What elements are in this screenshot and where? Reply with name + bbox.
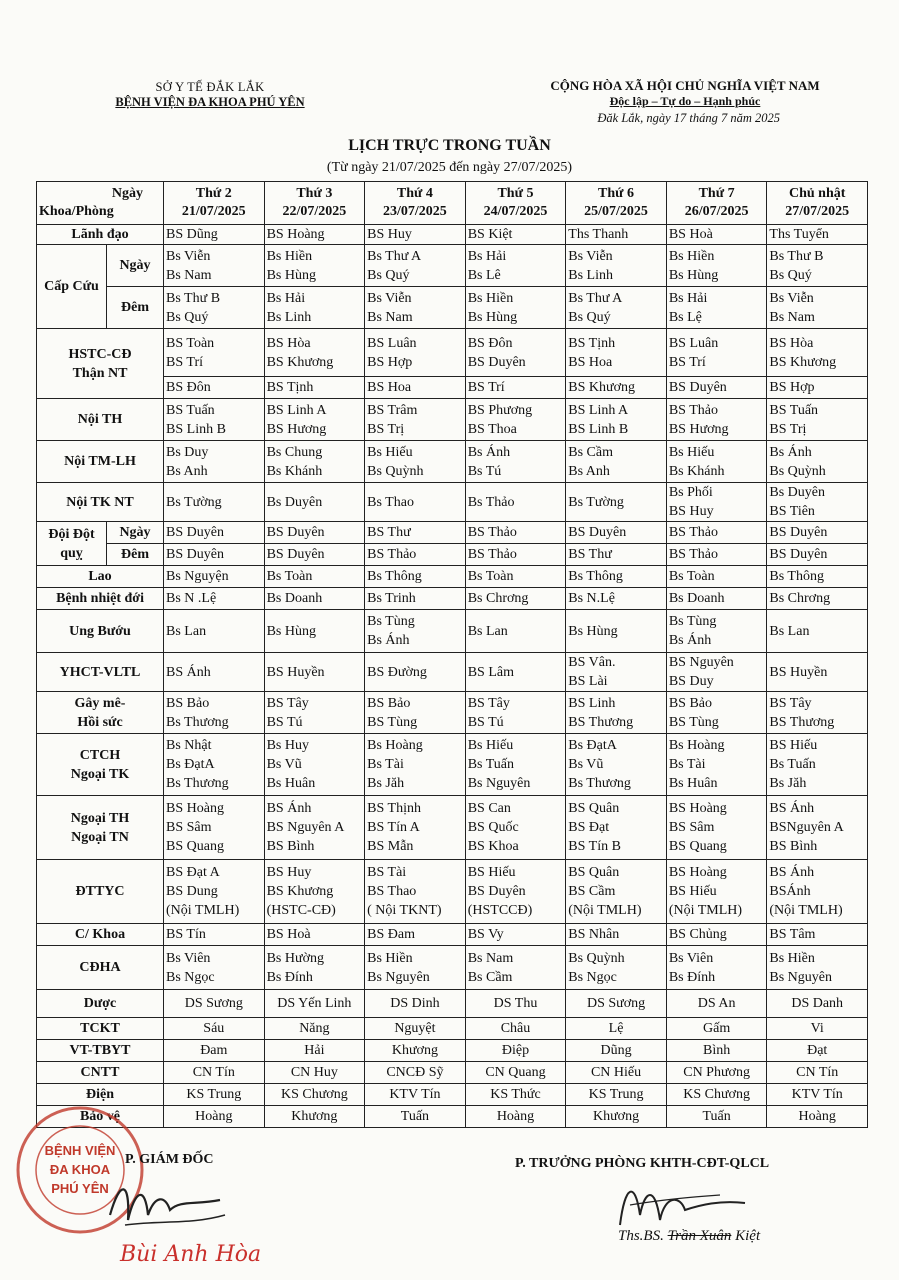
- duty-cell: BS Hoàng BS Sâm BS Quang: [666, 796, 767, 860]
- duty-cell: Bs Hiền Bs Hùng: [666, 245, 767, 287]
- schedule-row-c-khoa: [37, 924, 868, 946]
- day-header: Chủ nhật 27/07/2025: [767, 182, 868, 225]
- header-row: [37, 182, 868, 225]
- day-header: Thứ 2 21/07/2025: [164, 182, 265, 225]
- duty-cell: BS Thảo: [465, 544, 566, 566]
- hospital-name: BỆNH VIỆN ĐA KHOA PHÚ YÊN: [115, 95, 305, 109]
- day-header: Thứ 3 22/07/2025: [264, 182, 365, 225]
- duty-cell: BS Ánh BS Nguyên A BS Bình: [264, 796, 365, 860]
- country-name: CỘNG HÒA XÃ HỘI CHỦ NGHĨA VIỆT NAM: [550, 78, 820, 93]
- duty-cell: BS Duyên: [666, 377, 767, 399]
- duty-cell: Bs Chrơng: [767, 588, 868, 610]
- duty-cell: Nguyệt: [365, 1018, 466, 1040]
- duty-cell: Tuấn: [365, 1106, 466, 1128]
- schedule-row-lanh-dao: [37, 225, 868, 245]
- page-title: LỊCH TRỰC TRONG TUẦN: [348, 137, 551, 154]
- duty-cell: Bs Ánh Bs Quỳnh: [767, 441, 868, 483]
- duty-cell: Bs Doanh: [264, 588, 365, 610]
- schedule-row-cap-cuu-ngay: [37, 245, 868, 287]
- duty-cell: Hoàng: [164, 1106, 265, 1128]
- duty-cell: Bs Hiếu Bs Tuấn Bs Nguyên: [465, 734, 566, 796]
- director-signature: [100, 1170, 230, 1240]
- duty-cell: BS Duyên: [566, 522, 667, 544]
- duty-cell: BS Bảo BS Tùng: [666, 692, 767, 734]
- duty-cell: BS Đam: [365, 924, 466, 946]
- duty-cell: BS Thảo: [666, 522, 767, 544]
- schedule-row-dttyc: [37, 860, 868, 924]
- schedule-row-doi-ngay: [37, 522, 868, 544]
- day-header: Thứ 4 23/07/2025: [365, 182, 466, 225]
- duty-cell: Bs Duyên: [264, 483, 365, 522]
- corner-day-label: Ngày: [111, 186, 144, 201]
- schedule-row-noi-tk: [37, 483, 868, 522]
- duty-cell: Lệ: [566, 1018, 667, 1040]
- schedule-row-cntt: [37, 1062, 868, 1084]
- duty-cell: DS Sương: [164, 990, 265, 1018]
- duty-cell: Tuấn: [666, 1106, 767, 1128]
- department-label: Ung Bướu: [37, 610, 164, 653]
- department-label: Lao: [37, 566, 164, 588]
- duty-cell: Bs Hiếu Bs Quỳnh: [365, 441, 466, 483]
- duty-cell: BS Vân. BS Lài: [566, 653, 667, 692]
- schedule-row-bao-ve: [37, 1106, 868, 1128]
- duty-cell: BS Hoà: [666, 225, 767, 245]
- duty-cell: BS Huy BS Khương (HSTC-CĐ): [264, 860, 365, 924]
- duty-cell: Bs Huy Bs Vũ Bs Huân: [264, 734, 365, 796]
- duty-cell: Bs Duy Bs Anh: [164, 441, 265, 483]
- department-label: Đội Đột quỵ: [37, 522, 107, 566]
- duty-cell: BS Duyên: [767, 522, 868, 544]
- duty-cell: Bs N.Lệ: [566, 588, 667, 610]
- schedule-row-tckt: [37, 1018, 868, 1040]
- head-name-struck: Trần Xuân: [667, 1228, 732, 1244]
- corner-dept-label: Khoa/Phòng: [39, 204, 114, 219]
- duty-cell: Bs Tường: [164, 483, 265, 522]
- shift-label: Ngày: [107, 245, 164, 287]
- document-date: Đăk Lắk, ngày 17 tháng 7 năm 2025: [597, 111, 780, 125]
- duty-cell: Hoàng: [767, 1106, 868, 1128]
- duty-cell: Năng: [264, 1018, 365, 1040]
- duty-cell: BS Hòa BS Khương: [767, 329, 868, 377]
- duty-cell: BS Duyên: [264, 522, 365, 544]
- duty-cell: Bs Thông: [365, 566, 466, 588]
- department-label: YHCT-VLTL: [37, 653, 164, 692]
- duty-cell: Bs Hiền Bs Hùng: [465, 287, 566, 329]
- stamp-line-1: BỆNH VIỆN: [44, 1143, 116, 1158]
- duty-cell: CN Tín: [164, 1062, 265, 1084]
- duty-cell: BS Trâm BS Trị: [365, 399, 466, 441]
- duty-cell: Hoàng: [465, 1106, 566, 1128]
- shift-label: Đêm: [107, 287, 164, 329]
- duty-cell: Bs Thư B Bs Quý: [767, 245, 868, 287]
- duty-cell: BS Đường: [365, 653, 466, 692]
- duty-cell: Ths Tuyển: [767, 225, 868, 245]
- duty-cell: Ths Thanh: [566, 225, 667, 245]
- schedule-row-hstc-1: [37, 329, 868, 377]
- duty-cell: BS Tín: [164, 924, 265, 946]
- duty-cell: KTV Tín: [365, 1084, 466, 1106]
- duty-cell: KS Trung: [566, 1084, 667, 1106]
- department-label: Nội TK NT: [37, 483, 164, 522]
- duty-cell: Bs Nam Bs Cầm: [465, 946, 566, 990]
- duty-cell: Bs Hiền Bs Hùng: [264, 245, 365, 287]
- day-header: Thứ 7 26/07/2025: [666, 182, 767, 225]
- department-label: CTCH Ngoại TK: [37, 734, 164, 796]
- duty-cell: BS Bảo BS Tùng: [365, 692, 466, 734]
- duty-cell: BS Linh A BS Linh B: [566, 399, 667, 441]
- duty-cell: Bs Hải Bs Linh: [264, 287, 365, 329]
- duty-cell: Bs Trinh: [365, 588, 466, 610]
- duty-cell: BS Tịnh: [264, 377, 365, 399]
- duty-cell: BS Dũng: [164, 225, 265, 245]
- duty-cell: BS Thảo: [465, 522, 566, 544]
- duty-cell: BS Luân BS Hợp: [365, 329, 466, 377]
- duty-cell: BS Thịnh BS Tín A BS Mẫn: [365, 796, 466, 860]
- motto: Độc lập – Tự do – Hạnh phúc: [609, 94, 761, 108]
- duty-cell: BS Huyền: [767, 653, 868, 692]
- duty-cell: BS Huy: [365, 225, 466, 245]
- duty-cell: Bs Cầm Bs Anh: [566, 441, 667, 483]
- schedule-row-vt-tbyt: [37, 1040, 868, 1062]
- duty-cell: BS Hoa: [365, 377, 466, 399]
- header-right: [500, 78, 870, 126]
- duty-cell: DS Sương: [566, 990, 667, 1018]
- duty-cell: BS Luân BS Trí: [666, 329, 767, 377]
- department-name: SỞ Y TẾ ĐẮK LẮK: [155, 80, 265, 94]
- duty-cell: Bs Thao: [365, 483, 466, 522]
- duty-cell: Bs Phối BS Huy: [666, 483, 767, 522]
- head-name-last: Kiệt: [735, 1228, 761, 1244]
- duty-cell: Bình: [666, 1040, 767, 1062]
- duty-cell: CN Quang: [465, 1062, 566, 1084]
- head-name: [618, 1228, 760, 1245]
- department-label: C/ Khoa: [37, 924, 164, 946]
- duty-cell: Bs Lan: [164, 610, 265, 653]
- schedule-row-cap-cuu-dem: [37, 287, 868, 329]
- duty-cell: Bs Hùng: [264, 610, 365, 653]
- duty-cell: BS Huyền: [264, 653, 365, 692]
- duty-cell: BS Kiệt: [465, 225, 566, 245]
- duty-cell: Bs Thư A Bs Quý: [566, 287, 667, 329]
- duty-cell: BS Tây BS Tú: [465, 692, 566, 734]
- duty-cell: Bs Hường Bs Đính: [264, 946, 365, 990]
- duty-cell: BS Hoà: [264, 924, 365, 946]
- duty-cell: Hải: [264, 1040, 365, 1062]
- duty-cell: Bs Nguyện: [164, 566, 265, 588]
- duty-cell: BS Tâm: [767, 924, 868, 946]
- duty-cell: BS Hoàng BS Sâm BS Quang: [164, 796, 265, 860]
- duty-cell: DS Dinh: [365, 990, 466, 1018]
- duty-cell: DS Danh: [767, 990, 868, 1018]
- day-header: Thứ 6 25/07/2025: [566, 182, 667, 225]
- duty-cell: Điệp: [465, 1040, 566, 1062]
- duty-cell: CN Phương: [666, 1062, 767, 1084]
- schedule-row-lao: [37, 566, 868, 588]
- duty-cell: BS Duyên: [164, 544, 265, 566]
- duty-cell: CNCĐ Sỹ: [365, 1062, 466, 1084]
- duty-cell: Bs ĐạtA Bs Vũ Bs Thương: [566, 734, 667, 796]
- duty-cell: Bs Tường: [566, 483, 667, 522]
- schedule-row-dien: [37, 1084, 868, 1106]
- department-label: CNTT: [37, 1062, 164, 1084]
- duty-cell: BS Can BS Quốc BS Khoa: [465, 796, 566, 860]
- duty-cell: BS Trí: [465, 377, 566, 399]
- schedule-table: [36, 181, 868, 1128]
- duty-cell: Châu: [465, 1018, 566, 1040]
- duty-cell: DS Yến Linh: [264, 990, 365, 1018]
- duty-cell: Bs Chung Bs Khánh: [264, 441, 365, 483]
- department-label: TCKT: [37, 1018, 164, 1040]
- duty-cell: BS Linh A BS Hương: [264, 399, 365, 441]
- duty-cell: Bs Thông: [767, 566, 868, 588]
- duty-cell: Bs Chrơng: [465, 588, 566, 610]
- schedule-row-noi-tm: [37, 441, 868, 483]
- duty-cell: Bs Hải Bs Lệ: [666, 287, 767, 329]
- duty-cell: KS Thức: [465, 1084, 566, 1106]
- duty-cell: Vi: [767, 1018, 868, 1040]
- duty-cell: Khương: [264, 1106, 365, 1128]
- duty-cell: BS Duyên: [264, 544, 365, 566]
- duty-cell: Bs Hiếu Bs Khánh: [666, 441, 767, 483]
- duty-cell: BS Hoàng BS Hiếu (Nội TMLH): [666, 860, 767, 924]
- schedule-row-ngoai-th: [37, 796, 868, 860]
- duty-cell: Bs Tùng Bs Ánh: [365, 610, 466, 653]
- department-label: Gây mê- Hồi sức: [37, 692, 164, 734]
- duty-cell: Dũng: [566, 1040, 667, 1062]
- department-label: ĐTTYC: [37, 860, 164, 924]
- duty-cell: BS Toàn BS Trí: [164, 329, 265, 377]
- duty-cell: Bs Nhật Bs ĐạtA Bs Thương: [164, 734, 265, 796]
- duty-cell: CN Tín: [767, 1062, 868, 1084]
- duty-cell: Bs Toàn: [666, 566, 767, 588]
- duty-cell: Bs Viễn Bs Nam: [365, 287, 466, 329]
- duty-cell: KTV Tín: [767, 1084, 868, 1106]
- schedule-row-gay-me: [37, 692, 868, 734]
- duty-cell: CN Hiếu: [566, 1062, 667, 1084]
- duty-cell: BS Chủng: [666, 924, 767, 946]
- duty-cell: Khương: [365, 1040, 466, 1062]
- schedule-row-ctch: [37, 734, 868, 796]
- duty-cell: BS Hòa BS Khương: [264, 329, 365, 377]
- duty-cell: Bs Hùng: [566, 610, 667, 653]
- duty-cell: BS Lâm: [465, 653, 566, 692]
- duty-cell: Đạt: [767, 1040, 868, 1062]
- duty-cell: Bs Doanh: [666, 588, 767, 610]
- department-label: HSTC-CĐ Thận NT: [37, 329, 164, 399]
- schedule-row-ung-buou: [37, 610, 868, 653]
- corner-header: [37, 182, 164, 225]
- duty-cell: BS Hiếu BS Duyên (HSTCCĐ): [465, 860, 566, 924]
- duty-cell: BS Ánh BSÁnh (Nội TMLH): [767, 860, 868, 924]
- schedule-row-yhct: [37, 653, 868, 692]
- duty-cell: BS Khương: [566, 377, 667, 399]
- duty-cell: BS Tịnh BS Hoa: [566, 329, 667, 377]
- duty-cell: BS Thảo: [365, 544, 466, 566]
- duty-cell: Bs Duyên BS Tiên: [767, 483, 868, 522]
- duty-cell: BS Đôn: [164, 377, 265, 399]
- duty-cell: BS Hoàng: [264, 225, 365, 245]
- department-label: Nội TH: [37, 399, 164, 441]
- duty-cell: BS Nguyên BS Duy: [666, 653, 767, 692]
- duty-cell: BS Hiếu Bs Tuấn Bs Jăh: [767, 734, 868, 796]
- right-signer-title: P. TRƯỞNG PHÒNG KHTH-CĐT-QLCL: [515, 1156, 770, 1171]
- duty-cell: BS Bảo Bs Thương: [164, 692, 265, 734]
- department-label: Lãnh đạo: [37, 225, 164, 245]
- header-left: [100, 80, 320, 110]
- duty-cell: Bs Viễn Bs Nam: [164, 245, 265, 287]
- department-label: Nội TM-LH: [37, 441, 164, 483]
- duty-cell: BS Linh BS Thương: [566, 692, 667, 734]
- schedule-row-noi-th: [37, 399, 868, 441]
- duty-cell: BS Thảo: [666, 544, 767, 566]
- department-label: Bệnh nhiệt đới: [37, 588, 164, 610]
- duty-cell: CN Huy: [264, 1062, 365, 1084]
- department-label: Cấp Cứu: [37, 245, 107, 329]
- schedule-row-duoc: [37, 990, 868, 1018]
- duty-cell: Khương: [566, 1106, 667, 1128]
- duty-cell: BS Tây BS Tú: [264, 692, 365, 734]
- duty-cell: Bs Viên Bs Ngọc: [164, 946, 265, 990]
- schedule-row-benh-nhiet-doi: [37, 588, 868, 610]
- department-label: VT-TBYT: [37, 1040, 164, 1062]
- department-label: Bảo vệ: [37, 1106, 164, 1128]
- duty-cell: Bs Thư B Bs Quý: [164, 287, 265, 329]
- duty-cell: Bs Lan: [767, 610, 868, 653]
- duty-cell: BS Tây BS Thương: [767, 692, 868, 734]
- department-label: Dược: [37, 990, 164, 1018]
- duty-cell: BS Nhân: [566, 924, 667, 946]
- duty-cell: Bs Thảo: [465, 483, 566, 522]
- stamp-line-2: ĐA KHOA: [49, 1162, 111, 1177]
- duty-cell: Đam: [164, 1040, 265, 1062]
- director-name: Bùi Anh Hòa: [120, 1242, 262, 1267]
- duty-cell: Bs N .Lệ: [164, 588, 265, 610]
- duty-cell: Bs Hoàng Bs Tài Bs Jăh: [365, 734, 466, 796]
- head-name-prefix: Ths.BS.: [618, 1228, 664, 1244]
- duty-cell: Bs Hoàng Bs Tài Bs Huân: [666, 734, 767, 796]
- department-label: CĐHA: [37, 946, 164, 990]
- duty-cell: Bs Viên Bs Đính: [666, 946, 767, 990]
- duty-cell: Bs Hiền Bs Nguyên: [365, 946, 466, 990]
- duty-cell: Bs Thư A Bs Quý: [365, 245, 466, 287]
- duty-cell: Bs Viễn Bs Linh: [566, 245, 667, 287]
- duty-cell: BS Hợp: [767, 377, 868, 399]
- duty-cell: Bs Lan: [465, 610, 566, 653]
- duty-cell: BS Đôn BS Duyên: [465, 329, 566, 377]
- duty-cell: Bs Ánh Bs Tú: [465, 441, 566, 483]
- shift-label: Ngày: [107, 522, 164, 544]
- date-range: (Từ ngày 21/07/2025 đến ngày 27/07/2025): [326, 160, 573, 175]
- department-label: Điện: [37, 1084, 164, 1106]
- duty-cell: BS Duyên: [767, 544, 868, 566]
- duty-cell: Bs Quỳnh Bs Ngọc: [566, 946, 667, 990]
- left-signer-title: P. GIÁM ĐỐC: [125, 1152, 214, 1167]
- department-label: Ngoại TH Ngoại TN: [37, 796, 164, 860]
- duty-cell: BS Tuấn BS Trị: [767, 399, 868, 441]
- duty-cell: Bs Thông: [566, 566, 667, 588]
- shift-label: Đêm: [107, 544, 164, 566]
- duty-cell: KS Trung: [164, 1084, 265, 1106]
- duty-cell: BS Ánh BSNguyên A BS Bình: [767, 796, 868, 860]
- duty-cell: DS Thu: [465, 990, 566, 1018]
- duty-cell: Bs Viễn Bs Nam: [767, 287, 868, 329]
- duty-cell: Bs Hải Bs Lê: [465, 245, 566, 287]
- duty-cell: BS Quân BS Cầm (Nội TMLH): [566, 860, 667, 924]
- duty-cell: BS Đạt A BS Dung (Nội TMLH): [164, 860, 265, 924]
- duty-cell: Bs Tùng Bs Ánh: [666, 610, 767, 653]
- duty-cell: BS Duyên: [164, 522, 265, 544]
- stamp-line-3: PHÚ YÊN: [51, 1181, 109, 1196]
- duty-cell: BS Vy: [465, 924, 566, 946]
- day-header: Thứ 5 24/07/2025: [465, 182, 566, 225]
- duty-cell: Bs Toàn: [264, 566, 365, 588]
- duty-cell: Bs Toàn: [465, 566, 566, 588]
- duty-cell: Sáu: [164, 1018, 265, 1040]
- duty-cell: KS Chương: [264, 1084, 365, 1106]
- duty-cell: Gấm: [666, 1018, 767, 1040]
- schedule-row-cdha: [37, 946, 868, 990]
- duty-cell: BS Quân BS Đạt BS Tín B: [566, 796, 667, 860]
- duty-cell: BS Phương BS Thoa: [465, 399, 566, 441]
- duty-cell: BS Thảo BS Hương: [666, 399, 767, 441]
- schedule-row-doi-dem: [37, 544, 868, 566]
- duty-cell: BS Ánh: [164, 653, 265, 692]
- duty-cell: Bs Hiền Bs Nguyên: [767, 946, 868, 990]
- duty-cell: BS Thư: [365, 522, 466, 544]
- duty-cell: DS An: [666, 990, 767, 1018]
- duty-cell: BS Tuấn BS Linh B: [164, 399, 265, 441]
- duty-cell: KS Chương: [666, 1084, 767, 1106]
- duty-cell: BS Tài BS Thao ( Nội TKNT): [365, 860, 466, 924]
- duty-cell: BS Thư: [566, 544, 667, 566]
